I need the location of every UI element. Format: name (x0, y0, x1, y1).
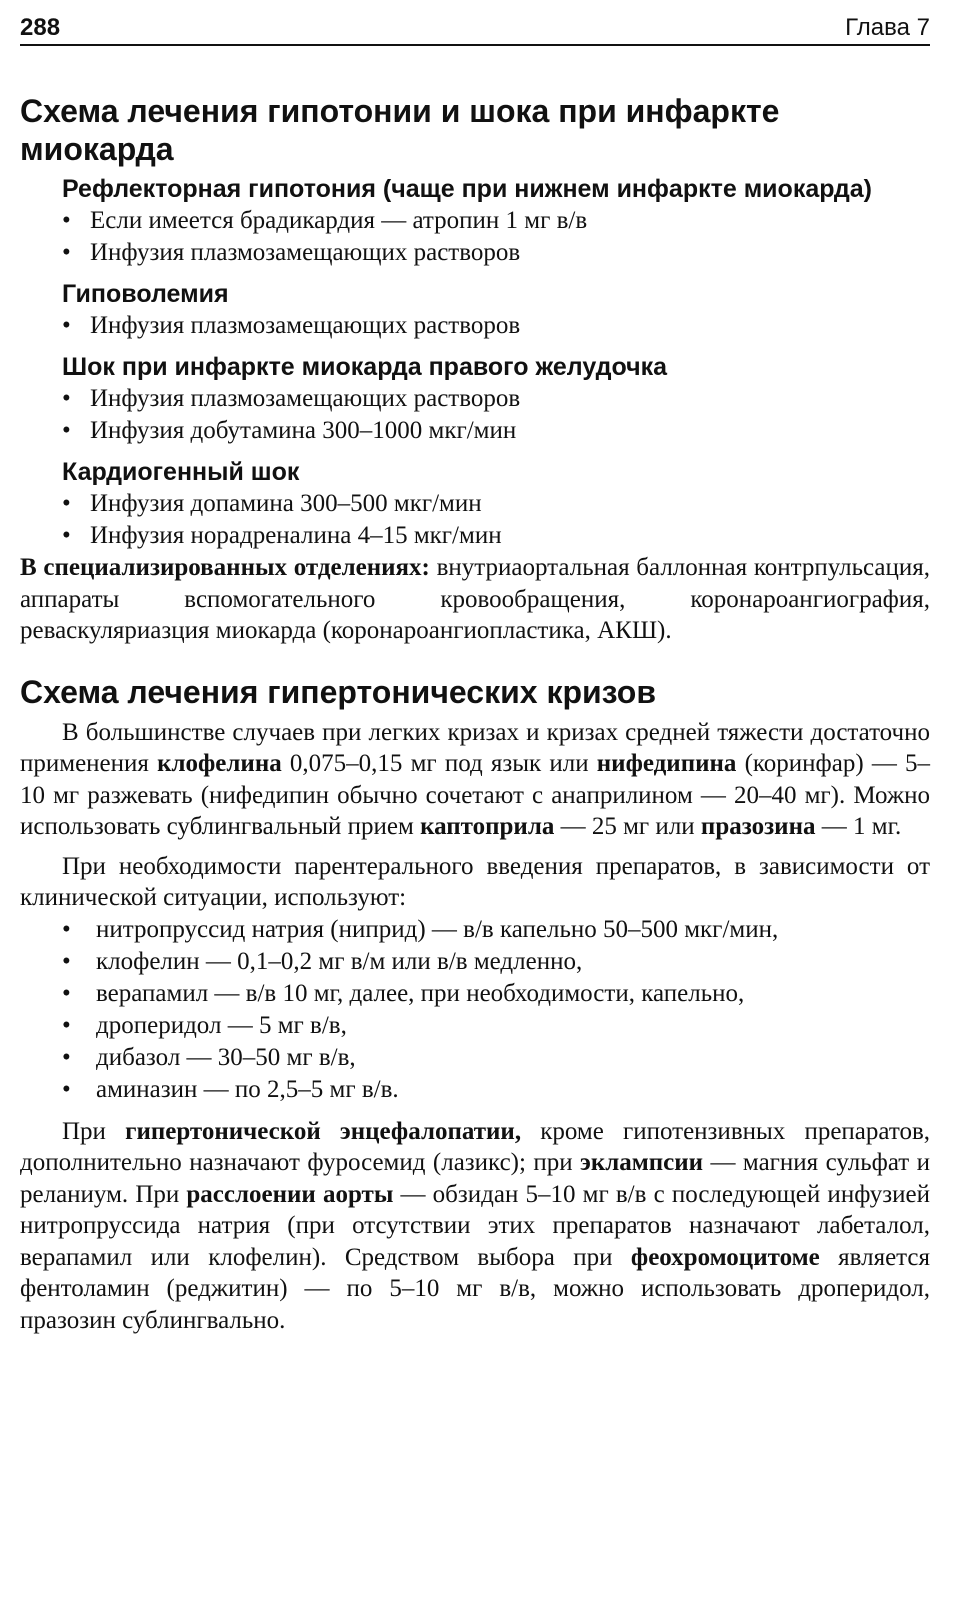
list-item: • дроперидол — 5 мг в/в, (62, 1010, 930, 1042)
list-item: • верапамил — в/в 10 мг, далее, при необходимости, капельно, (62, 978, 930, 1010)
list-item: • Инфузия норадреналина 4–15 мкг/мин (62, 520, 930, 552)
list-item: • Инфузия добутамина 300–1000 мкг/мин (62, 415, 930, 447)
drug-list (62, 914, 930, 1106)
section-title-crises: Схема лечения гипертонических кризов (20, 673, 656, 710)
page-number: 288 (20, 14, 61, 41)
list-item: • дибазол — 30–50 мг в/в, (62, 1042, 930, 1074)
subheading-reflex-hypotension: Рефлекторная гипотония (чаще при нижнем инфаркте миокарда) (62, 175, 872, 203)
list-item: • Инфузия плазмозамещающих растворов (62, 237, 930, 269)
book-page (20, 14, 930, 1336)
list-item: • Если имеется брадикардия — атропин 1 мг в/в (62, 205, 930, 237)
bullet-list (62, 383, 930, 447)
subheading-cardiogenic-shock: Кардиогенный шок (62, 458, 300, 486)
bullet-list (62, 205, 930, 269)
list-item: • нитропруссид натрия (ниприд) — в/в капельно 50–500 мкг/мин, (62, 914, 930, 946)
bold-term: каптоприла (420, 813, 555, 840)
bold-term: эклампсии (580, 1149, 704, 1176)
list-item: • Инфузия плазмозамещающих растворов (62, 310, 930, 342)
paragraph-special-cases: При гипертонической энцефалопатии, кроме гипотензивных препаратов, дополнительно назначают фуросемид (лазикс); при эклампсии — магния сульфат и реланиум. При расслоении аорты — обзидан 5–10 мг в/в с последующей инфузией нитропруссида натрия (при отсутствии этих препаратов назначают лабеталол, верапамил или клофелин). Средством выбора при феохромоцитоме является фентоламин (реджитин) — по 5–10 мг в/в, можно использовать дроперидол, празозин сублингвально. (20, 1117, 930, 1334)
subheading-rv-shock: Шок при инфаркте миокарда правого желудочка (62, 353, 668, 381)
bullet-list (62, 488, 930, 552)
list-item: • Инфузия допамина 300–500 мкг/мин (62, 488, 930, 520)
bold-term: нифедипина (596, 750, 737, 777)
subheading-hypovolemia: Гиповолемия (62, 280, 229, 308)
paragraph-parenteral: При необходимости парентерального введения препаратов, в зависимости от клинической ситуации, используют: (20, 852, 930, 911)
specialized-departments-paragraph: В специализированных отделениях: внутриаортальная баллонная контрпульсация, аппараты вспомогательного кровообращения, коронароангиография, реваскуляриазция миокарда (коронароангиопластика, АКШ). (20, 554, 931, 644)
list-item: • Инфузия плазмозамещающих растворов (62, 383, 930, 415)
chapter-label: Глава 7 (845, 14, 930, 41)
bold-term: В специализированных отделениях: (20, 554, 430, 581)
list-item: • клофелин — 0,1–0,2 мг в/м или в/в медленно, (62, 946, 930, 978)
list-item: • аминазин — по 2,5–5 мг в/в. (62, 1074, 930, 1106)
bold-term: празозина (700, 813, 816, 840)
bold-term: гипертонической энцефалопатии, (125, 1117, 522, 1145)
bullet-list (62, 310, 930, 342)
bold-term: расслоении аорты (186, 1180, 394, 1208)
section-title-hypotension: Схема лечения гипотонии и шока при инфаркте миокарда (20, 93, 780, 167)
bold-term: клофелина (157, 750, 282, 777)
running-header (20, 14, 930, 46)
bold-term: феохромоцитоме (630, 1243, 820, 1271)
paragraph-mild-crises: В большинстве случаев при легких кризах и кризах средней тяжести достаточно применения клофелина 0,075–0,15 мг под язык или нифедипина (коринфар) — 5–10 мг разжевать (нифедипин обычно сочетают с анаприлином — 20–40 мг). Можно использовать сублингвальный прием каптоприла — 25 мг или празозина — 1 мг. (20, 718, 930, 840)
